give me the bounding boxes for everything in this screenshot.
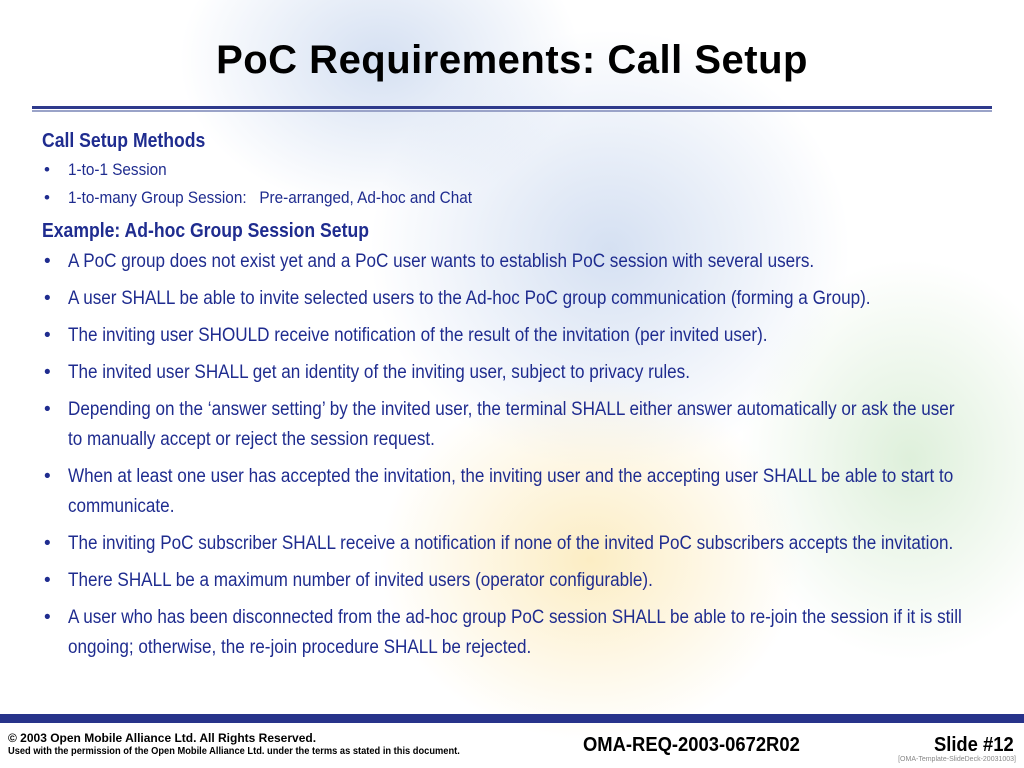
slide-title: PoC Requirements: Call Setup — [216, 38, 808, 82]
list-item: • The inviting user SHOULD receive notification of the result of the invitation (per invited user). — [42, 321, 992, 351]
slide-number: Slide #12 — [934, 734, 1014, 756]
section-heading-example: Example: Ad-hoc Group Session Setup — [42, 220, 369, 242]
slide-footer — [0, 714, 1024, 768]
bullet: • — [44, 251, 51, 272]
list-item: • A PoC group does not exist yet and a PoC user wants to establish PoC session with several users. — [42, 247, 992, 277]
list-item: • 1-to-1 Session — [42, 156, 992, 184]
bullet: • — [44, 533, 51, 554]
call-setup-methods-list — [42, 156, 992, 212]
bullet: • — [44, 325, 51, 346]
section-heading-call-setup-methods: Call Setup Methods — [42, 130, 206, 152]
list-item: • Depending on the ‘answer setting’ by the invited user, the terminal SHALL either answer automatically or ask the user to manually accept or reject the session request. — [42, 395, 992, 455]
list-item: • The inviting PoC subscriber SHALL receive a notification if none of the invited PoC subscribers accepts the invitation. — [42, 529, 992, 559]
bullet: • — [44, 399, 51, 420]
bullet: • — [44, 188, 50, 207]
permission-text: Used with the permission of the Open Mobile Alliance Ltd. under the terms as stated in this document. — [8, 746, 460, 757]
list-item: • The invited user SHALL get an identity of the inviting user, subject to privacy rules. — [42, 358, 992, 388]
template-id: [OMA-Template-SlideDeck-20031003] — [898, 756, 1016, 763]
bullet: • — [44, 160, 50, 179]
footer-bar — [0, 714, 1024, 723]
list-item: • A user SHALL be able to invite selected users to the Ad-hoc PoC group communication (forming a Group). — [42, 284, 992, 314]
title-divider-shadow — [32, 110, 992, 112]
document-id: OMA-REQ-2003-0672R02 — [583, 734, 800, 756]
bullet: • — [44, 570, 51, 591]
bullet: • — [44, 288, 51, 309]
list-item: • When at least one user has accepted the invitation, the inviting user and the accepting user SHALL be able to start to communicate. — [42, 462, 992, 522]
copyright-text: © 2003 Open Mobile Alliance Ltd. All Rights Reserved. — [8, 731, 317, 745]
bullet: • — [44, 607, 51, 628]
list-item: • 1-to-many Group Session: Pre-arranged, Ad-hoc and Chat — [42, 184, 992, 212]
list-item: • There SHALL be a maximum number of invited users (operator configurable). — [42, 566, 992, 596]
bullet: • — [44, 466, 51, 487]
title-divider — [32, 106, 992, 109]
bullet: • — [44, 362, 51, 383]
example-requirements-list — [42, 247, 992, 663]
list-item: • A user who has been disconnected from the ad-hoc group PoC session SHALL be able to re-join the session if it is still ongoing; otherwise, the re-join procedure SHALL be rejected. — [42, 603, 992, 663]
slide-body — [42, 128, 992, 670]
